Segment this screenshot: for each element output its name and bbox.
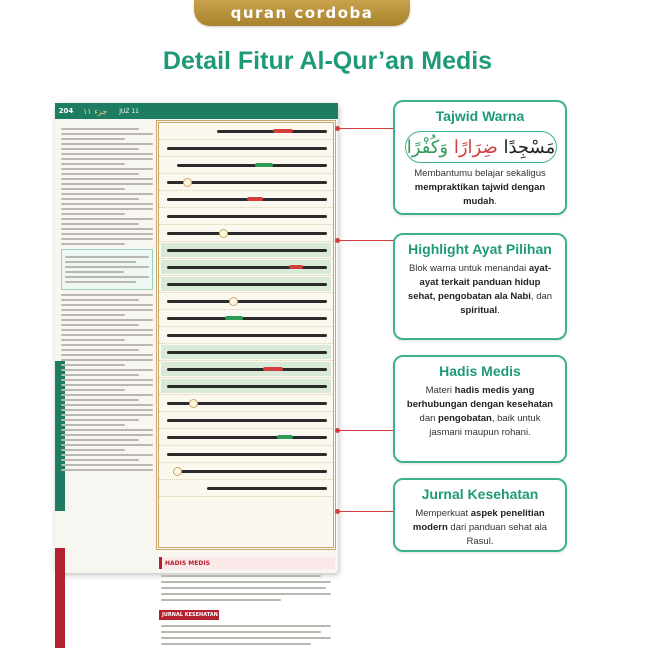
mushaf-page-image bbox=[55, 103, 338, 618]
translation-column bbox=[58, 122, 156, 569]
feature-card-hadis-medis bbox=[393, 355, 567, 463]
mushaf-page-number: 204 bbox=[58, 107, 74, 115]
mushaf-juz-label: JUZ 11 bbox=[119, 107, 139, 115]
jurnal-kesehatan-label: JURNAL KESEHATAN bbox=[162, 612, 218, 618]
page-title: Detail Fitur Al-Qur’an Medis bbox=[162, 47, 493, 75]
brand-tab bbox=[194, 0, 410, 26]
hadis-medis-label: HADIS MEDIS bbox=[165, 559, 210, 567]
feature-title: Hadis Medis bbox=[439, 363, 521, 379]
feature-card-highlight-ayat bbox=[393, 233, 567, 340]
brand-name: quran cordoba bbox=[230, 4, 374, 22]
tajwid-word-1: مَسْجِدًا bbox=[503, 136, 556, 158]
connector-line-highlight bbox=[338, 240, 394, 241]
tajwid-word-2: ضِرَارًا bbox=[453, 136, 498, 158]
feature-description: Memperkuat aspek penelitian modern dari panduan sehat ala Rasul. bbox=[412, 508, 548, 547]
hadis-medis-label-bar bbox=[159, 557, 335, 569]
connector-line-hadis bbox=[338, 430, 394, 431]
jurnal-kesehatan-label-bar bbox=[159, 610, 219, 620]
tajwid-word-3: وَكُفْرًا bbox=[406, 136, 449, 158]
feature-description: Blok warna untuk menandai ayat-ayat terkait panduan hidup sehat, pengobatan ala Nabi, dan spiritual. bbox=[407, 263, 553, 316]
arabic-text-frame bbox=[156, 120, 336, 550]
feature-description: Materi hadis medis yang berhubungan dengan kesehatan dan pengobatan, baik untuk jasmani maupun rohani. bbox=[406, 385, 554, 438]
feature-title: Highlight Ayat Pilihan bbox=[408, 241, 552, 257]
mushaf-header bbox=[55, 103, 338, 119]
connector-line-jurnal bbox=[338, 511, 394, 512]
mushaf-juz-arabic: جزء ١١ bbox=[83, 106, 108, 116]
feature-card-tajwid-warna bbox=[393, 100, 567, 215]
tajwid-color-sample bbox=[405, 131, 557, 163]
feature-description: Membantumu belajar sekaligus mempraktikan tajwid dengan mudah. bbox=[414, 168, 546, 207]
feature-card-jurnal-kesehatan bbox=[393, 478, 567, 552]
hadis-motivasi-box bbox=[61, 249, 153, 290]
feature-title: Tajwid Warna bbox=[435, 108, 525, 124]
feature-title: Jurnal Kesehatan bbox=[421, 486, 539, 502]
connector-line-tajwid bbox=[338, 128, 394, 129]
